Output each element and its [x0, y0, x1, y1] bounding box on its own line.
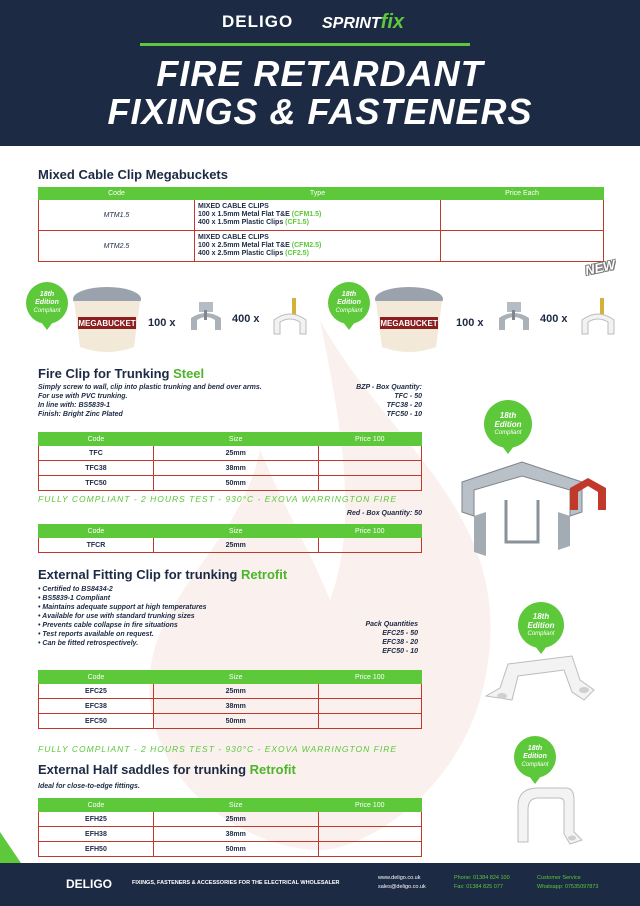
compliance-badge [26, 282, 68, 324]
saddles-title-a: External Half saddles for trunking [38, 762, 250, 777]
bucket-label: MEGABUCKET [380, 319, 438, 328]
type-line2 [198, 219, 437, 227]
line-code: (CFM1.5) [291, 211, 322, 218]
row-code: MTM1.5 [39, 200, 195, 231]
row-size: 50mm [153, 842, 318, 857]
row-price [318, 461, 421, 476]
page-title-line1: FIRE RETARDANT [156, 53, 484, 94]
footer-email-link[interactable]: sales@deligo.co.uk [378, 884, 426, 890]
table-row [39, 842, 422, 857]
row-code: TFC [39, 446, 154, 461]
table-row [39, 538, 422, 553]
red-box-quantity: Red - Box Quantity: 50 [346, 510, 422, 517]
row-size: 25mm [153, 538, 318, 553]
megabucket-image [372, 283, 446, 355]
badge-l1: 18th [499, 410, 517, 420]
row-type [195, 200, 441, 231]
header-divider [140, 43, 470, 46]
table-row [39, 684, 422, 699]
col-size: Size [153, 799, 318, 812]
row-size: 50mm [153, 476, 318, 491]
type-head: MIXED CABLE CLIPS [198, 234, 269, 241]
line-code: (CF1.5) [285, 219, 309, 226]
red-clip-image [566, 474, 608, 514]
badge-l1: 18th [39, 291, 55, 298]
footer-tagline: FIXINGS, FASTENERS & ACCESSORIES FOR THE ELECTRICAL WHOLESALER [132, 880, 340, 886]
plastic-clip-icon [578, 296, 618, 342]
row-price [441, 231, 604, 262]
bullet-item: • Certified to BS8434-2 [38, 586, 113, 593]
compliance-badge [328, 282, 370, 324]
footer-contact-phone [454, 874, 510, 892]
footer-whatsapp: Whatsapp: 07535097873 [537, 884, 599, 890]
external-table [38, 670, 422, 729]
col-code: Code [39, 671, 154, 684]
line-code: (CF2.5) [285, 250, 309, 257]
line-code: (CFM2.5) [291, 242, 322, 249]
steel-title [38, 366, 204, 381]
row-size: 25mm [153, 812, 318, 827]
bucket-label: MEGABUCKET [78, 319, 136, 328]
table-row [39, 827, 422, 842]
col-size: Size [153, 671, 318, 684]
compliance-badge [484, 400, 532, 448]
row-code: EFH25 [39, 812, 154, 827]
footer-logo: DELIGO [66, 877, 113, 891]
pack-line: EFC25 - 50 [382, 630, 418, 637]
steel-box-quantity [330, 383, 422, 419]
col-size: Size [153, 433, 318, 446]
bullet-item: • Available for use with standard trunking sizes [38, 613, 195, 620]
row-price [318, 714, 421, 729]
col-code: Code [39, 188, 195, 200]
desc-line: In line with: BS5839-1 [38, 402, 110, 409]
megabuckets-title: Mixed Cable Clip Megabuckets [38, 167, 228, 182]
saddles-title-b: Retrofit [249, 762, 296, 777]
footer-phone: Phone: 01384 824 100 [454, 875, 510, 881]
line-text: 100 x 1.5mm Metal Flat T&E [198, 211, 290, 218]
page-header [0, 0, 640, 146]
row-code: EFH50 [39, 842, 154, 857]
badge-l2: Edition [527, 620, 555, 630]
row-price [318, 827, 421, 842]
pack-line: EFC50 - 10 [382, 648, 418, 655]
row-code: TFC38 [39, 461, 154, 476]
badge-l2: Edition [337, 299, 361, 306]
saddles-title [38, 762, 296, 777]
col-code: Code [39, 525, 154, 538]
box-line: TFC - 50 [394, 393, 422, 400]
badge-l2: Edition [523, 753, 547, 760]
badge-l3: Compliant [33, 308, 61, 314]
row-code: TFC50 [39, 476, 154, 491]
page-title-line2: FIXINGS & FASTENERS [107, 91, 533, 132]
footer-fax: Fax: 01384 825 077 [454, 884, 503, 890]
external-clip-image [480, 650, 600, 720]
col-price: Price 100 [318, 671, 421, 684]
badge-l1: 18th [341, 291, 357, 298]
external-title [38, 567, 287, 582]
sprintfix-logo [322, 11, 404, 34]
row-price [318, 699, 421, 714]
line-text: 100 x 2.5mm Metal Flat T&E [198, 242, 290, 249]
pack-line: EFC38 - 20 [382, 639, 418, 646]
row-price [318, 842, 421, 857]
footer-contact-web [378, 874, 426, 892]
badge-l1: 18th [532, 611, 550, 621]
row-code: EFC25 [39, 684, 154, 699]
row-price [318, 812, 421, 827]
badge-l3: Compliant [494, 429, 522, 436]
qty-400: 400 x [540, 313, 568, 325]
badge-l1: 18th [527, 745, 543, 752]
row-size: 25mm [153, 446, 318, 461]
table-row [39, 699, 422, 714]
fix-text: fix [380, 11, 405, 33]
badge-l2: Edition [35, 299, 59, 306]
col-size: Size [153, 525, 318, 538]
table-row [39, 231, 604, 262]
type-head: MIXED CABLE CLIPS [198, 203, 269, 210]
bullet-item: • Maintains adequate support at high temperatures [38, 604, 207, 611]
steel-title-a: Fire Clip for Trunking [38, 366, 174, 381]
row-size: 38mm [153, 827, 318, 842]
table-row [39, 461, 422, 476]
badge-l3: Compliant [335, 308, 363, 314]
row-price [441, 200, 604, 231]
bullet-item: • Test reports available on request. [38, 631, 154, 638]
saddles-table [38, 798, 422, 857]
footer-cs-label: Customer Service [537, 875, 581, 881]
table-row [39, 446, 422, 461]
row-price [318, 684, 421, 699]
qty-100: 100 x [148, 317, 176, 329]
megabuckets-table [38, 187, 604, 262]
col-price: Price 100 [318, 799, 421, 812]
row-code: MTM2.5 [39, 231, 195, 262]
metal-clip-icon [493, 300, 535, 342]
row-size: 25mm [153, 684, 318, 699]
new-badge: NEW [583, 257, 617, 278]
col-type: Type [195, 188, 441, 200]
steel-compliance-text: FULLY COMPLIANT - 2 HOURS TEST - 930°C - EXOVA WARRINGTON FIRE [38, 494, 398, 504]
external-title-a: External Fitting Clip for trunking [38, 567, 241, 582]
row-price [318, 538, 421, 553]
row-price [318, 476, 421, 491]
box-line: TFC50 - 10 [386, 411, 422, 418]
table-row [39, 476, 422, 491]
line-text: 400 x 1.5mm Plastic Clips [198, 219, 284, 226]
sprint-text: SPRINT [322, 15, 381, 32]
bullet-item: • BS5839-1 Compliant [38, 595, 111, 602]
megabucket-image [70, 283, 144, 355]
half-saddle-image [508, 782, 588, 848]
external-bullets [38, 585, 207, 648]
metal-clip-icon [185, 300, 227, 342]
type-line1 [198, 242, 437, 250]
pack-quantities [330, 620, 418, 656]
row-size: 50mm [153, 714, 318, 729]
steel-title-b: Steel [173, 366, 205, 381]
qty-400: 400 x [232, 313, 260, 325]
col-price: Price 100 [318, 433, 421, 446]
bullet-item: • Can be fitted retrospectively. [38, 640, 139, 647]
compliance-badge [514, 736, 556, 778]
desc-line: For use with PVC trunking. [38, 393, 128, 400]
steel-table [38, 432, 422, 491]
box-line: BZP - Box Quantity: [356, 384, 422, 391]
row-type [195, 231, 441, 262]
row-price [318, 446, 421, 461]
row-code: TFCR [39, 538, 154, 553]
badge-l3: Compliant [521, 762, 549, 768]
desc-line: Finish: Bright Zinc Plated [38, 411, 123, 418]
red-table [38, 524, 422, 553]
row-size: 38mm [153, 699, 318, 714]
footer-website-link[interactable]: www.deligo.co.uk [378, 875, 421, 881]
bullet-item: • Prevents cable collapse in fire situations [38, 622, 178, 629]
deligo-logo: DELIGO [222, 12, 294, 31]
line-text: 400 x 2.5mm Plastic Clips [198, 250, 284, 257]
plastic-clip-icon [270, 296, 310, 342]
desc-line: Simply screw to wall, clip into plastic trunking and bend over arms. [38, 384, 262, 391]
type-line2 [198, 250, 437, 258]
table-row [39, 714, 422, 729]
badge-l3: Compliant [527, 630, 555, 637]
qty-100: 100 x [456, 317, 484, 329]
col-code: Code [39, 433, 154, 446]
box-line: TFC38 - 20 [386, 402, 422, 409]
col-code: Code [39, 799, 154, 812]
row-code: EFC50 [39, 714, 154, 729]
steel-description [38, 383, 262, 419]
col-price: Price Each [441, 188, 604, 200]
external-title-b: Retrofit [240, 567, 288, 582]
pack-line: Pack Quantities [365, 621, 418, 628]
footer-customer-service [537, 874, 598, 892]
type-line1 [198, 211, 437, 219]
table-row [39, 812, 422, 827]
row-code: EFC38 [39, 699, 154, 714]
external-compliance-text: FULLY COMPLIANT - 2 HOURS TEST - 930°C - EXOVA WARRINGTON FIRE [38, 744, 398, 754]
table-row [39, 200, 604, 231]
saddles-description: Ideal for close-to-edge fittings. [38, 783, 140, 790]
row-size: 38mm [153, 461, 318, 476]
badge-l2: Edition [494, 419, 522, 429]
col-price: Price 100 [318, 525, 421, 538]
compliance-badge [518, 602, 564, 648]
row-code: EFH38 [39, 827, 154, 842]
